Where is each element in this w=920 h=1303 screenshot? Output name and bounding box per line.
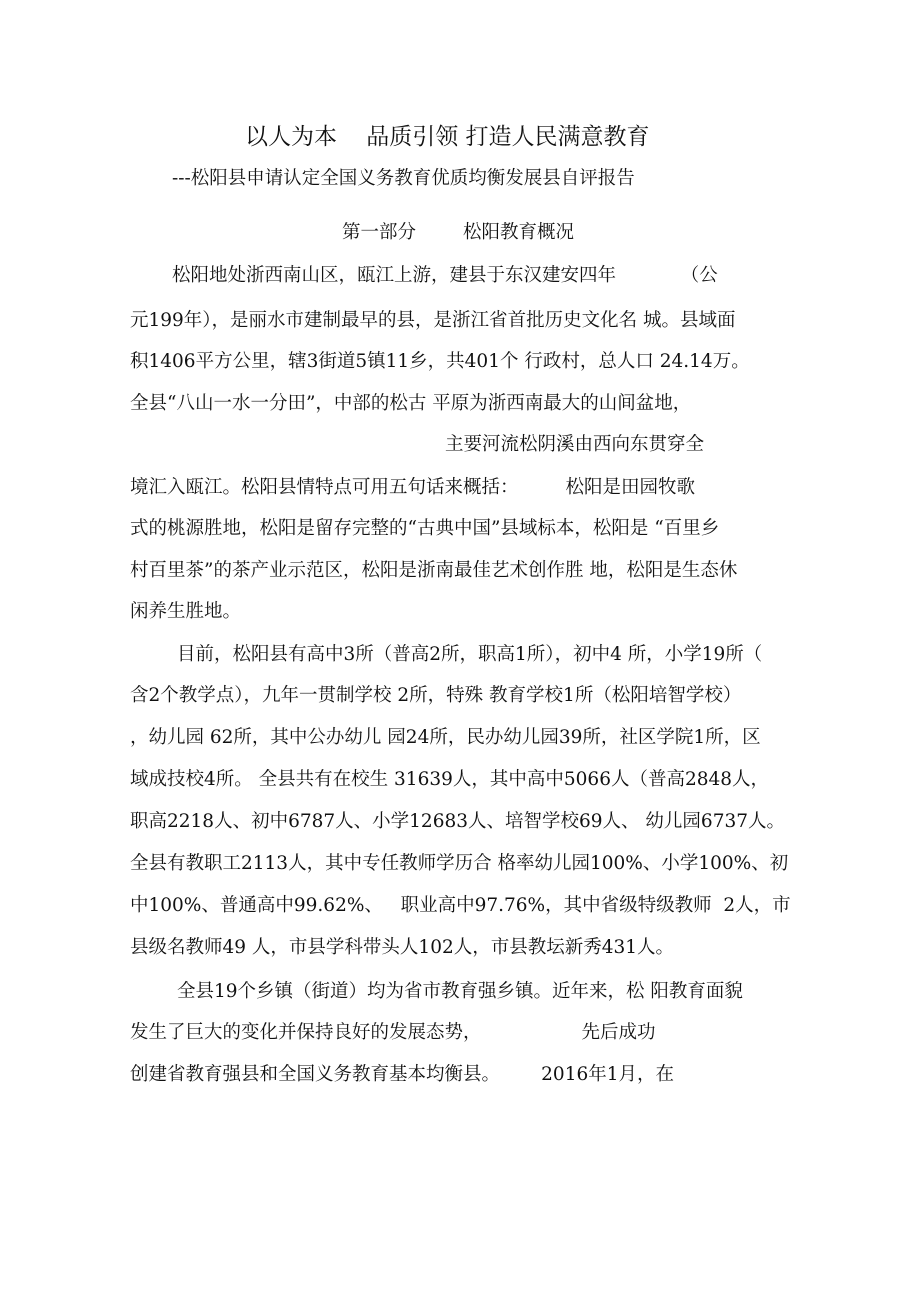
paragraph-line: 闲养生胜地。	[130, 601, 242, 622]
paragraph-line: ，幼儿园 62所，其中公办幼儿 园24所，民办幼儿园39所，社区学院1所，区	[130, 727, 761, 748]
paragraph-line: 全县19个乡镇（街道）均为省市教育强乡镇。近年来，松 阳教育面貌	[177, 981, 743, 1002]
paragraph-line: 目前，松阳县有高中3所（普高2所，职高1所），初中4 所，小学19所（	[177, 644, 763, 665]
paragraph-line: 境汇入瓯江。松阳县情特点可用五句话来概括： 松阳是田园牧歌	[130, 477, 696, 498]
paragraph-line: 中100%、普通高中99.62%、 职业高中97.76%，其中省级特级教师 2人，市	[130, 895, 791, 916]
paragraph-line: 全县“八山一水一分田”，中部的松古 平原为浙西南最大的山间盆地，	[130, 393, 692, 414]
paragraph-line: 式的桃源胜地，松阳是留存完整的“古典中国”县域标本，松阳是 “百里乡	[130, 518, 720, 539]
paragraph-line: 松阳地处浙西南山区，瓯江上游，建县于东汉建安四年 （公	[172, 265, 718, 286]
paragraph-line: 村百里茶”的茶产业示范区，松阳是浙南最佳艺术创作胜 地，松阳是生态休	[130, 560, 738, 581]
paragraph-line: 县级名教师49 人，市县学科带头人102人，市县教坛新秀431人。	[130, 937, 675, 958]
paragraph-line: 全县有教职工2113人，其中专任教师学历合 格率幼儿园100%、小学100%、初	[130, 853, 789, 874]
paragraph-line: 积1406平方公里，辖3街道5镇11乡，共401个 行政村，总人口 24.14万。	[130, 351, 750, 372]
paragraph-line: 元199年），是丽水市建制最早的县，是浙江省首批历史文化名 城。县域面	[130, 310, 736, 331]
document-subtitle: ---松阳县申请认定全国义务教育优质均衡发展县自评报告	[172, 168, 635, 189]
paragraph-line: 发生了巨大的变化并保持良好的发展态势， 先后成功	[130, 1022, 656, 1043]
section-heading: 第一部分 松阳教育概况	[342, 222, 575, 243]
paragraph-line: 含2个教学点），九年一贯制学校 2所，特殊 教育学校1所（松阳培智学校）	[130, 685, 742, 706]
paragraph-line: 域成技校4所。 全县共有在校生 31639人，其中高中5066人（普高2848人，	[130, 769, 770, 790]
document-title: 以人为本 品质引领 打造人民满意教育	[245, 124, 650, 150]
paragraph-line: 职高2218人、初中6787人、小学12683人、培智学校69人、 幼儿园6737人。	[130, 811, 786, 832]
paragraph-line: 主要河流松阴溪由西向东贯穿全	[445, 434, 705, 455]
paragraph-line: 创建省教育强县和全国义务教育基本均衡县。 2016年1月，在	[130, 1064, 675, 1085]
